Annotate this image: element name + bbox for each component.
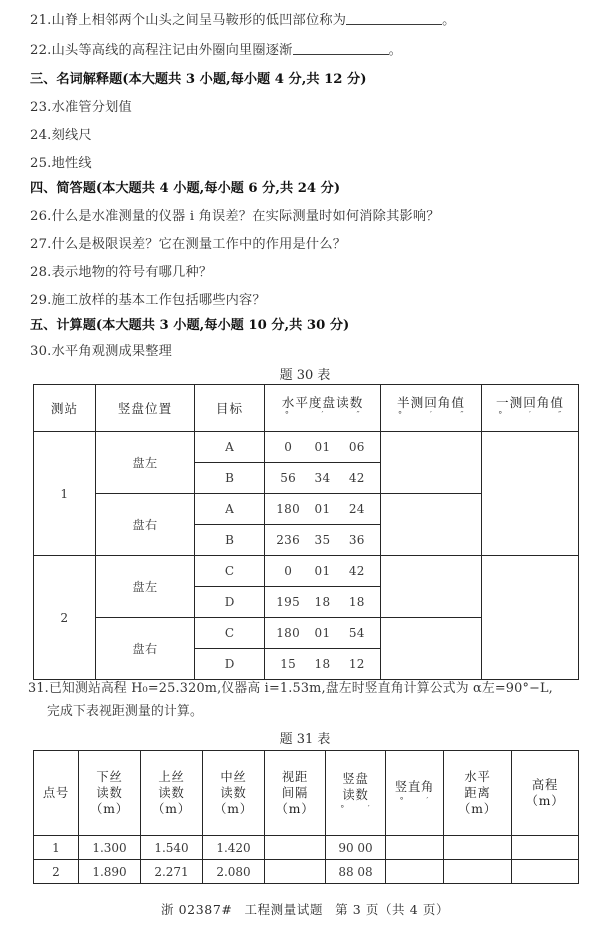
th-plate-position <box>96 385 195 432</box>
cell-upper-hair: 1.540 <box>141 836 203 860</box>
question-22-number: 22. <box>30 43 52 58</box>
val-second: 06 <box>348 440 365 454</box>
unit-degree: ° <box>397 410 403 420</box>
question-25: 25.地性线 <box>30 156 92 171</box>
th-elevation-label: 高程 <box>531 778 559 792</box>
cell-plate-position: 盘左 <box>96 432 195 494</box>
unit-degree: ° <box>340 804 345 814</box>
th-target <box>195 385 265 432</box>
cell-half-round-angle[interactable] <box>381 432 482 494</box>
val-degree: 0 <box>284 564 293 578</box>
cell-one-round-angle[interactable] <box>482 556 579 680</box>
cell-vertical-plate-reading: 90 00 <box>326 836 386 860</box>
unit-second: ″ <box>356 410 360 420</box>
cell-station: 2 <box>34 556 96 680</box>
table-31-caption: 题 31 表 <box>279 732 331 747</box>
cell-horizontal-reading <box>265 525 381 556</box>
val-second: 24 <box>348 502 365 516</box>
cell-horizontal-reading <box>265 587 381 618</box>
question-21-period: 。 <box>442 13 456 28</box>
cell-horizontal-distance[interactable] <box>444 860 512 884</box>
th-middle-hair <box>203 751 265 836</box>
val-degree: 180 <box>276 626 301 640</box>
val-degree: 195 <box>276 595 301 609</box>
question-21 <box>30 12 456 30</box>
th-lower-hair-label2: 读数 <box>96 786 123 800</box>
val-second: 36 <box>348 533 365 547</box>
cell-elevation[interactable] <box>512 860 579 884</box>
question-26: 26.什么是水准测量的仪器 i 角误差？在实际测量时如何消除其影响？ <box>30 209 440 224</box>
cell-target: A <box>195 494 265 525</box>
val-second: 12 <box>348 657 365 671</box>
cell-point-number: 2 <box>34 860 79 884</box>
val-minute: 01 <box>314 564 331 578</box>
th-middle-hair-label1: 中丝 <box>220 770 247 784</box>
th-one-round-units <box>482 410 578 421</box>
val-minute: 01 <box>314 502 331 516</box>
unit-minute: ′ <box>529 410 531 420</box>
question-31-prompt-line2: 完成下表视距测量的计算。 <box>47 704 203 719</box>
th-station <box>34 385 96 432</box>
table-30 <box>33 384 579 680</box>
val-degree: 0 <box>284 440 293 454</box>
cell-half-round-angle[interactable] <box>381 618 482 680</box>
th-horizontal-distance <box>444 751 512 836</box>
th-vplate-units <box>326 803 385 815</box>
table-30-caption: 题 30 表 <box>279 368 331 383</box>
cell-plate-position: 盘右 <box>96 618 195 680</box>
section-four-heading: 四、简答题(本大题共 4 小题,每小题 6 分,共 24 分) <box>30 181 341 196</box>
cell-elevation[interactable] <box>512 836 579 860</box>
val-second: 42 <box>348 564 365 578</box>
val-degree: 15 <box>280 657 297 671</box>
th-vangle-label: 竖直角 <box>394 780 435 794</box>
th-stadia-interval <box>265 751 326 836</box>
th-half-round-angle <box>381 385 482 432</box>
question-24: 24.刻线尺 <box>30 128 92 143</box>
question-31-prompt-line1: 31.已知测站高程 H₀=25.320m,仪器高 i=1.53m,盘左时竖直角计算公式为 α左=90°−L, <box>28 681 553 696</box>
val-minute: 18 <box>314 657 331 671</box>
page-footer <box>0 900 610 918</box>
cell-vertical-plate-reading: 88 08 <box>326 860 386 884</box>
question-27: 27.什么是极限误差？它在测量工作中的作用是什么？ <box>30 237 347 252</box>
cell-one-round-angle[interactable] <box>482 432 579 556</box>
question-22 <box>30 42 402 60</box>
unit-degree: ° <box>498 410 503 420</box>
th-vertical-angle <box>386 751 444 836</box>
cell-lower-hair: 1.300 <box>79 836 141 860</box>
cell-vertical-angle[interactable] <box>386 836 444 860</box>
th-station-label: 测站 <box>50 400 79 416</box>
cell-target: C <box>195 556 265 587</box>
th-middle-hair-unit: （m） <box>214 802 253 816</box>
th-one-round-angle-label: 一测回角值 <box>496 395 564 410</box>
val-minute: 34 <box>314 471 331 485</box>
cell-middle-hair: 1.420 <box>203 836 265 860</box>
unit-minute: ′ <box>430 410 432 420</box>
question-22-blank[interactable] <box>293 42 389 55</box>
th-horizontal-reading-label: 水平度盘读数 <box>281 395 364 410</box>
unit-minute: ′ <box>426 796 429 806</box>
th-hdist-label1: 水平 <box>464 770 491 784</box>
th-vplate-label1: 竖盘 <box>342 772 369 786</box>
th-vplate-label2: 读数 <box>342 788 369 802</box>
cell-horizontal-reading <box>265 649 381 680</box>
th-elevation <box>512 751 579 836</box>
unit-second: ″ <box>558 410 562 420</box>
question-22-period: 。 <box>388 43 402 58</box>
th-horizontal-reading <box>265 385 381 432</box>
unit-minute: ′ <box>321 410 324 420</box>
th-vangle-units <box>386 795 443 807</box>
val-degree: 236 <box>276 533 301 547</box>
val-minute: 18 <box>314 595 331 609</box>
th-elevation-unit: （m） <box>525 794 565 808</box>
table-row <box>34 432 579 463</box>
section-three-heading: 三、名词解释题(本大题共 3 小题,每小题 4 分,共 12 分) <box>30 72 367 87</box>
th-stadia-label1: 视距 <box>281 770 309 784</box>
cell-target: D <box>195 587 265 618</box>
question-30-prompt: 30.水平角观测成果整理 <box>30 344 173 359</box>
cell-half-round-angle[interactable] <box>381 556 482 618</box>
cell-point-number: 1 <box>34 836 79 860</box>
th-point-number <box>34 751 79 836</box>
table-31 <box>33 750 579 884</box>
val-degree: 56 <box>280 471 297 485</box>
th-one-round-angle <box>482 385 579 432</box>
question-29: 29.施工放样的基本工作包括哪些内容？ <box>30 293 266 308</box>
th-half-round-angle-label: 半测回角值 <box>397 395 465 410</box>
question-21-blank[interactable] <box>346 12 442 25</box>
question-21-number: 21. <box>30 13 52 28</box>
val-second: 18 <box>348 595 365 609</box>
section-five-heading: 五、计算题(本大题共 3 小题,每小题 10 分,共 30 分) <box>30 318 350 333</box>
cell-stadia-interval[interactable] <box>265 836 326 860</box>
cell-middle-hair: 2.080 <box>203 860 265 884</box>
th-hdist-unit: （m） <box>458 802 497 816</box>
unit-degree: ° <box>399 796 404 806</box>
cell-vertical-angle[interactable] <box>386 860 444 884</box>
val-minute: 35 <box>314 533 331 547</box>
th-target-label: 目标 <box>215 400 244 416</box>
cell-plate-position: 盘左 <box>96 556 195 618</box>
footer-exam-title: 工程测量试题 <box>244 902 324 917</box>
cell-lower-hair: 1.890 <box>79 860 141 884</box>
th-horizontal-reading-units <box>265 410 380 421</box>
unit-minute: ′ <box>367 804 370 814</box>
table-30-header-row <box>34 385 579 432</box>
table-row <box>34 836 579 860</box>
cell-target: A <box>195 432 265 463</box>
footer-exam-code: 浙 02387# <box>160 902 233 917</box>
cell-horizontal-distance[interactable] <box>444 836 512 860</box>
th-plate-position-label: 竖盘位置 <box>117 400 173 416</box>
th-upper-hair <box>141 751 203 836</box>
val-minute: 01 <box>314 626 331 640</box>
val-second: 42 <box>348 471 365 485</box>
th-upper-hair-label2: 读数 <box>158 786 185 800</box>
cell-stadia-interval[interactable] <box>265 860 326 884</box>
cell-horizontal-reading <box>265 432 381 463</box>
cell-horizontal-reading <box>265 556 381 587</box>
question-28: 28.表示地物的符号有哪几种？ <box>30 265 213 280</box>
cell-station: 1 <box>34 432 96 556</box>
question-22-text: 山头等高线的高程注记由外圈向里圈逐渐 <box>51 43 293 58</box>
th-middle-hair-label2: 读数 <box>220 786 247 800</box>
footer-page-info: 第 3 页（共 4 页） <box>335 902 450 917</box>
table-row <box>34 556 579 587</box>
th-stadia-unit: （m） <box>275 802 315 816</box>
cell-upper-hair: 2.271 <box>141 860 203 884</box>
cell-horizontal-reading <box>265 618 381 649</box>
table-31-header-row <box>34 751 579 836</box>
unit-degree: ° <box>284 410 289 420</box>
th-lower-hair <box>79 751 141 836</box>
cell-target: B <box>195 463 265 494</box>
cell-horizontal-reading <box>265 463 381 494</box>
question-21-text: 山脊上相邻两个山头之间呈马鞍形的低凹部位称为 <box>51 13 347 28</box>
cell-target: C <box>195 618 265 649</box>
table-row <box>34 860 579 884</box>
th-point-number-label: 点号 <box>42 786 70 800</box>
cell-horizontal-reading <box>265 494 381 525</box>
cell-half-round-angle[interactable] <box>381 494 482 556</box>
th-upper-hair-unit: （m） <box>152 802 191 816</box>
th-hdist-label2: 距离 <box>464 786 491 800</box>
cell-plate-position: 盘右 <box>96 494 195 556</box>
val-minute: 01 <box>314 440 331 454</box>
question-23: 23.水准管分划值 <box>30 100 132 115</box>
th-lower-hair-unit: （m） <box>90 802 129 816</box>
cell-target: B <box>195 525 265 556</box>
unit-second: ″ <box>460 410 464 420</box>
th-vertical-plate-reading <box>326 751 386 836</box>
val-degree: 180 <box>276 502 301 516</box>
th-lower-hair-label1: 下丝 <box>96 770 123 784</box>
cell-target: D <box>195 649 265 680</box>
th-half-round-units <box>381 410 481 421</box>
val-second: 54 <box>348 626 365 640</box>
th-upper-hair-label1: 上丝 <box>158 770 185 784</box>
th-stadia-label2: 间隔 <box>281 786 309 800</box>
